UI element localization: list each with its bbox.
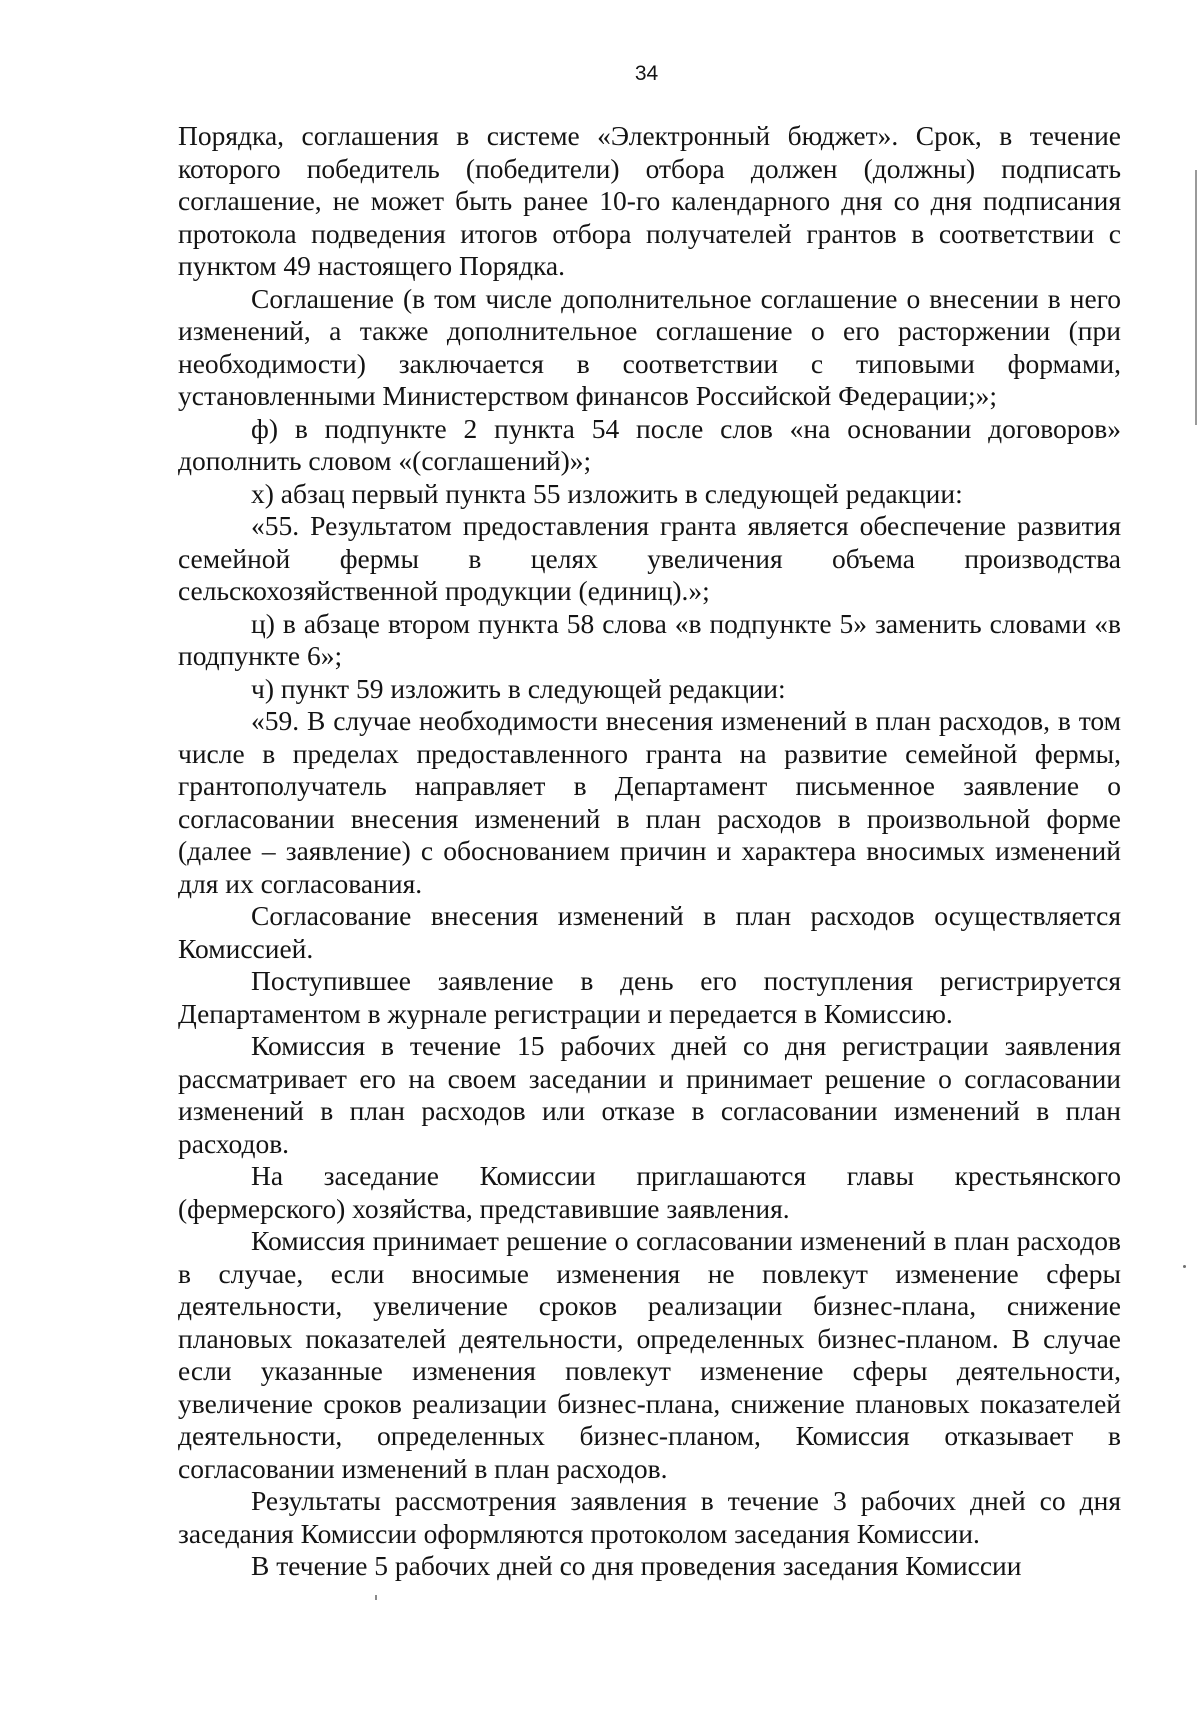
- paragraph: «59. В случае необходимости внесения изменений в план расходов, в том числе в пределах предоставленного гранта на развитие семейной фермы, грантополучатель направляет в Департамент письменное заявление о согласовании внесения изменений в план расходов в произвольной форме (далее – заявление) с обоснованием причин и характера вносимых изменений для их согласования.: [178, 705, 1121, 899]
- scan-speck: [375, 1595, 377, 1600]
- paragraph: «55. Результатом предоставления гранта является обеспечение развития семейной фермы в целях увеличения объема производства сельскохозяйственной продукции (единиц).»;: [178, 510, 1121, 606]
- paragraph: Комиссия принимает решение о согласовании изменений в план расходов в случае, если вносимые изменения не повлекут изменение сферы деятельности, увеличение сроков реализации бизнес-плана, снижение плановых показателей деятельности, определенных бизнес-планом. В случае если указанные изменения повлекут изменение сферы деятельности, увеличение сроков реализации бизнес-плана, снижение плановых показателей деятельности, определенных бизнес-планом, Комиссия отказывает в согласовании изменений в план расходов.: [178, 1225, 1121, 1484]
- paragraph: Порядка, соглашения в системе «Электронный бюджет». Срок, в течение которого победитель (победители) отбора должен (должны) подписать соглашение, не может быть ранее 10-го календарного дня со дня подписания протокола подведения итогов отбора получателей грантов в соответствии с пунктом 49 настоящего Порядка.: [178, 120, 1121, 281]
- paragraph: Результаты рассмотрения заявления в течение 3 рабочих дней со дня заседания Комиссии оформляются протоколом заседания Комиссии.: [178, 1485, 1121, 1549]
- paragraph: ф) в подпункте 2 пункта 54 после слов «на основании договоров» дополнить словом «(соглашений)»;: [178, 412, 1121, 476]
- scan-margin-line: [1195, 170, 1197, 425]
- paragraph: х) абзац первый пункта 55 изложить в следующей редакции:: [251, 477, 963, 509]
- paragraph: Комиссия в течение 15 рабочих дней со дня регистрации заявления рассматривает его на своем заседании и принимает решение о согласовании изменений в план расходов или отказе в согласовании изменений в план расходов.: [178, 1030, 1121, 1159]
- paragraph: Согласование внесения изменений в план расходов осуществляется Комиссией.: [178, 900, 1121, 964]
- paragraph: Соглашение (в том числе дополнительное соглашение о внесении в него изменений, а также дополнительное соглашение о его расторжении (при необходимости) заключается в соответствии с типовыми формами, установленными Министерством финансов Российской Федерации;»;: [178, 282, 1121, 411]
- scan-speck: [1183, 1265, 1186, 1268]
- paragraph: ч) пункт 59 изложить в следующей редакции:: [251, 672, 786, 704]
- paragraph: Поступившее заявление в день его поступления регистрируется Департаментом в журнале регистрации и передается в Комиссию.: [178, 965, 1121, 1029]
- page-number: 34: [634, 62, 659, 85]
- paragraph: На заседание Комиссии приглашаются главы крестьянского (фермерского) хозяйства, представившие заявления.: [178, 1160, 1121, 1224]
- paragraph: В течение 5 рабочих дней со дня проведения заседания Комиссии: [251, 1550, 1022, 1581]
- document-body: [178, 120, 1121, 1583]
- paragraph: ц) в абзаце втором пункта 58 слова «в подпункте 5» заменить словами «в подпункте 6»;: [178, 607, 1121, 671]
